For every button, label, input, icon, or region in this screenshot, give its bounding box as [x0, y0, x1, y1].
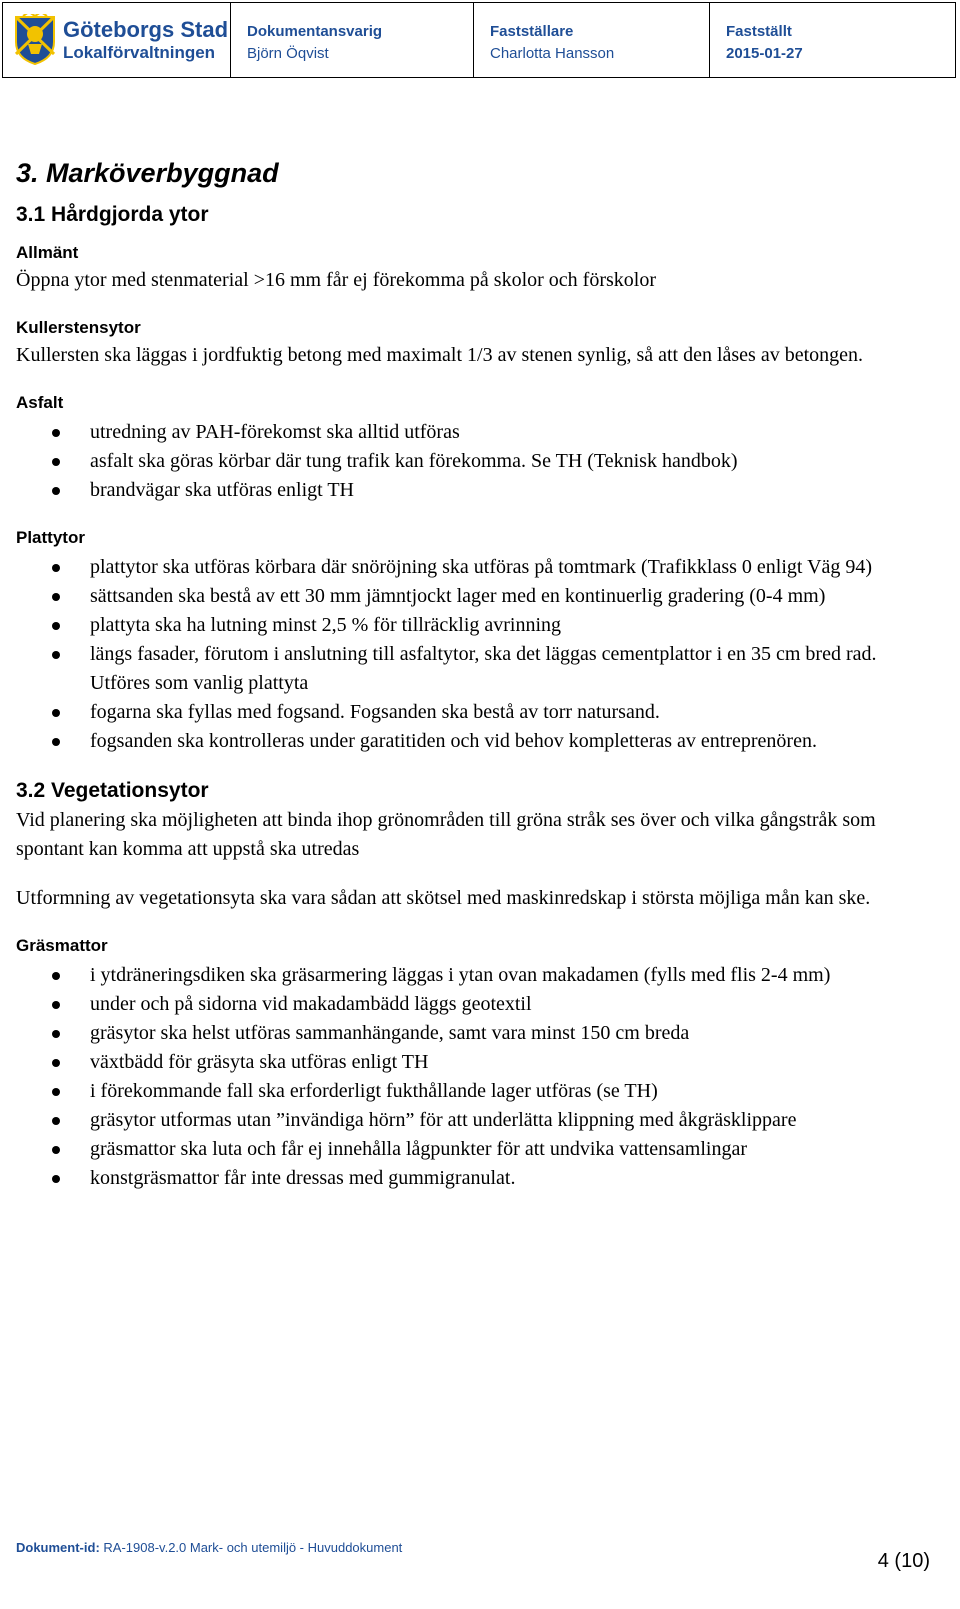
list-item: gräsytor utformas utan ”invändiga hörn” för att underlätta klippning med åkgräsklippare	[16, 1106, 936, 1135]
subheading-allmant: Allmänt	[16, 243, 79, 262]
section-heading: 3.1 Hårdgjorda ytor	[16, 203, 209, 226]
subheading-plattytor: Plattytor	[16, 528, 85, 547]
logo-area	[3, 3, 231, 77]
list-item: gräsytor ska helst utföras sammanhängande, samt vara minst 150 cm breda	[16, 1019, 936, 1048]
list-item: utredning av PAH-förekomst ska alltid utföras	[16, 418, 936, 447]
list-item: växtbädd för gräsyta ska utföras enligt TH	[16, 1048, 936, 1077]
bullet-list-plattytor	[16, 553, 936, 756]
list-item: längs fasader, förutom i anslutning till asfaltytor, ska det läggas cementplattor i en 35 cm bred rad. Utföres som vanlig plattyta	[16, 640, 936, 698]
document-footer	[16, 1540, 932, 1572]
header-cell-approver	[474, 3, 710, 77]
bullet-list-asfalt	[16, 418, 936, 505]
bullet-list-grasmattor	[16, 961, 936, 1193]
footer-doc-id-label: Dokument-id:	[16, 1540, 100, 1555]
list-item: brandvägar ska utföras enligt TH	[16, 476, 936, 505]
paragraph: Vid planering ska möjligheten att binda ihop grönområden till gröna stråk ses över och vilka gångstråk som spontant kan komma att uppstå ska utredas	[16, 809, 876, 860]
list-item: i ytdräneringsdiken ska gräsarmering läggas i ytan ovan makadamen (fylls med flis 2-4 mm)	[16, 961, 936, 990]
footer-doc-id: RA-1908-v.2.0 Mark- och utemiljö - Huvuddokument	[103, 1540, 403, 1555]
section-heading: 3.2 Vegetationsytor	[16, 779, 209, 802]
header-cell-approved-date	[710, 3, 955, 77]
header-value: 2015-01-27	[726, 45, 803, 62]
document-body	[16, 148, 936, 1213]
page-title: 3. Marköverbyggnad	[16, 158, 279, 188]
header-value: Björn Öqvist	[247, 45, 329, 62]
list-item: gräsmattor ska luta och får ej innehålla lågpunkter för att undvika vattensamlingar	[16, 1135, 936, 1164]
paragraph: Öppna ytor med stenmaterial >16 mm får ej förekomma på skolor och förskolor	[16, 269, 656, 291]
subheading-kullerstensytor: Kullerstensytor	[16, 318, 141, 337]
subheading-grasmattor: Gräsmattor	[16, 936, 108, 955]
subheading-asfalt: Asfalt	[16, 393, 64, 412]
header-label: Fastställt	[726, 23, 792, 40]
logo-subtitle: Lokalförvaltningen	[63, 43, 216, 62]
paragraph: Utformning av vegetationsyta ska vara sådan att skötsel med maskinredskap i största möjliga mån kan ske.	[16, 887, 871, 909]
list-item: sättsanden ska bestå av ett 30 mm jämntjockt lager med en kontinuerlig gradering (0-4 mm)	[16, 582, 936, 611]
header-cell-responsible	[231, 3, 474, 77]
city-crest-icon	[13, 14, 57, 66]
list-item: i förekommande fall ska erforderligt fukthållande lager utföras (se TH)	[16, 1077, 936, 1106]
header-label: Dokumentansvarig	[247, 23, 383, 40]
paragraph: Kullersten ska läggas i jordfuktig betong med maximalt 1/3 av stenen synlig, så att den låses av betongen.	[16, 344, 864, 366]
list-item: konstgräsmattor får inte dressas med gummigranulat.	[16, 1164, 936, 1193]
list-item: under och på sidorna vid makadambädd läggs geotextil	[16, 990, 936, 1019]
list-item: fogsanden ska kontrolleras under garatitiden och vid behov kompletteras av entreprenören.	[16, 727, 936, 756]
document-header	[2, 2, 956, 78]
list-item: fogarna ska fyllas med fogsand. Fogsanden ska bestå av torr natursand.	[16, 698, 936, 727]
header-label: Fastställare	[490, 23, 574, 40]
header-value: Charlotta Hansson	[490, 45, 615, 62]
list-item: plattyta ska ha lutning minst 2,5 % för tillräcklig avrinning	[16, 611, 936, 640]
list-item: plattytor ska utföras körbara där snöröjning ska utföras på tomtmark (Trafikklass 0 enligt Väg 94)	[16, 553, 936, 582]
list-item: asfalt ska göras körbar där tung trafik kan förekomma. Se TH (Teknisk handbok)	[16, 447, 936, 476]
page-number: 4 (10)	[877, 1550, 930, 1572]
logo-title: Göteborgs Stad	[63, 17, 229, 42]
